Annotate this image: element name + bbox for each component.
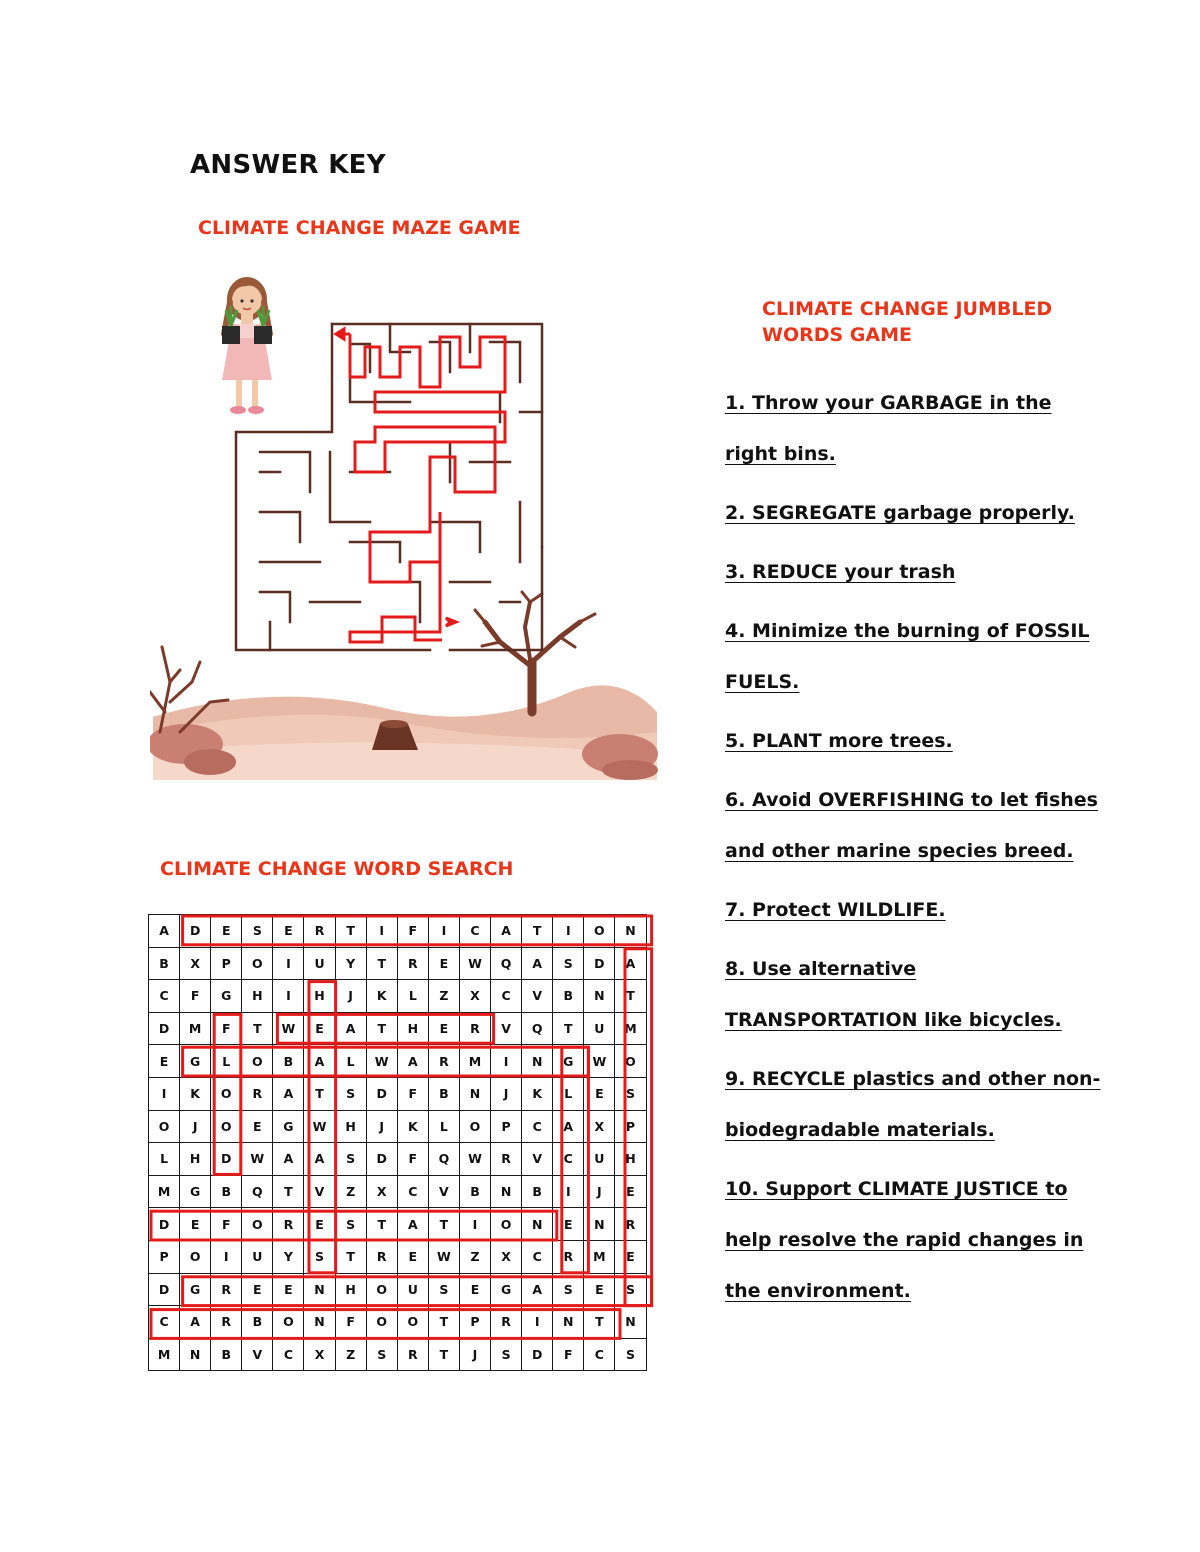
grid-cell: L xyxy=(397,980,428,1013)
grid-cell: E xyxy=(428,1012,459,1045)
grid-row xyxy=(149,1240,647,1273)
grid-cell: A xyxy=(304,1143,335,1176)
grid-cell: P xyxy=(211,947,242,980)
grid-cell: H xyxy=(335,1273,366,1306)
answer-item: 1. Throw your GARBAGE in the right bins. xyxy=(725,392,1052,465)
answer-item: 2. SEGREGATE garbage properly. xyxy=(725,502,1075,524)
grid-cell: D xyxy=(211,1143,242,1176)
grid-cell: O xyxy=(491,1208,522,1241)
answer-item: 5. PLANT more trees. xyxy=(725,730,953,752)
grid-cell: A xyxy=(273,1077,304,1110)
grid-cell: A xyxy=(491,915,522,948)
grid-cell: E xyxy=(428,947,459,980)
grid-cell: U xyxy=(242,1240,273,1273)
grid-cell: J xyxy=(459,1338,490,1371)
grid-cell: C xyxy=(149,1306,180,1339)
grid-cell: B xyxy=(459,1175,490,1208)
grid-cell: O xyxy=(615,1045,646,1078)
grid-cell: D xyxy=(522,1338,553,1371)
grid-cell: D xyxy=(149,1208,180,1241)
grid-cell: S xyxy=(491,1338,522,1371)
grid-cell: C xyxy=(522,1240,553,1273)
grid-cell: W xyxy=(366,1045,397,1078)
grid-cell: T xyxy=(428,1338,459,1371)
grid-cell: T xyxy=(428,1306,459,1339)
grid-cell: I xyxy=(273,980,304,1013)
grid-cell: A xyxy=(304,1045,335,1078)
grid-cell: C xyxy=(491,980,522,1013)
grid-cell: X xyxy=(491,1240,522,1273)
grid-cell: M xyxy=(584,1240,615,1273)
grid-cell: M xyxy=(615,1012,646,1045)
grid-cell: Z xyxy=(428,980,459,1013)
grid-cell: S xyxy=(366,1338,397,1371)
grid-cell: T xyxy=(335,1240,366,1273)
grid-cell: F xyxy=(211,1208,242,1241)
grid-row xyxy=(149,1012,647,1045)
grid-cell: I xyxy=(211,1240,242,1273)
grid-cell: O xyxy=(366,1273,397,1306)
grid-cell: G xyxy=(553,1045,584,1078)
answer-item: 8. Use alternative TRANSPORTATION like bicycles. xyxy=(725,958,1062,1031)
grid-cell: Y xyxy=(335,947,366,980)
grid-cell: I xyxy=(553,1175,584,1208)
grid-cell: W xyxy=(242,1143,273,1176)
grid-cell: C xyxy=(273,1338,304,1371)
grid-cell: G xyxy=(211,980,242,1013)
grid-cell: D xyxy=(149,1273,180,1306)
grid-cell: U xyxy=(397,1273,428,1306)
grid-cell: N xyxy=(584,1208,615,1241)
grid-cell: O xyxy=(149,1110,180,1143)
grid-cell: A xyxy=(522,947,553,980)
grid-cell: L xyxy=(211,1045,242,1078)
grid-cell: I xyxy=(459,1208,490,1241)
grid-cell: C xyxy=(584,1338,615,1371)
grid-cell: T xyxy=(584,1306,615,1339)
grid-cell: R xyxy=(304,915,335,948)
grid-cell: E xyxy=(304,1012,335,1045)
grid-cell: U xyxy=(304,947,335,980)
grid-cell: E xyxy=(273,915,304,948)
grid-cell: I xyxy=(522,1306,553,1339)
answer-item: 4. Minimize the burning of FOSSIL FUELS. xyxy=(725,620,1090,693)
grid-cell: O xyxy=(211,1110,242,1143)
maze-section-title: CLIMATE CHANGE MAZE GAME xyxy=(198,217,521,239)
grid-cell: M xyxy=(149,1338,180,1371)
grid-cell: D xyxy=(180,915,211,948)
grid-cell: N xyxy=(553,1306,584,1339)
grid-cell: B xyxy=(553,980,584,1013)
grid-cell: N xyxy=(304,1306,335,1339)
grid-cell: W xyxy=(584,1045,615,1078)
grid-cell: S xyxy=(553,947,584,980)
grid-cell: R xyxy=(211,1306,242,1339)
grid-cell: D xyxy=(149,1012,180,1045)
grid-cell: O xyxy=(584,915,615,948)
grid-cell: I xyxy=(428,915,459,948)
grid-cell: R xyxy=(273,1208,304,1241)
grid-cell: Z xyxy=(335,1175,366,1208)
grid-cell: F xyxy=(211,1012,242,1045)
grid-cell: S xyxy=(553,1273,584,1306)
answer-item: 6. Avoid OVERFISHING to let fishes and other marine species breed. xyxy=(725,789,1098,862)
grid-cell: D xyxy=(584,947,615,980)
grid-cell: N xyxy=(522,1045,553,1078)
answer-item: 3. REDUCE your trash xyxy=(725,561,956,583)
grid-cell: E xyxy=(615,1175,646,1208)
grid-cell: S xyxy=(304,1240,335,1273)
grid-cell: S xyxy=(615,1338,646,1371)
grid-cell: N xyxy=(459,1077,490,1110)
grid-cell: K xyxy=(522,1077,553,1110)
word-search-section-title: CLIMATE CHANGE WORD SEARCH xyxy=(160,858,514,880)
grid-cell: R xyxy=(491,1306,522,1339)
grid-cell: V xyxy=(428,1175,459,1208)
grid-cell: P xyxy=(149,1240,180,1273)
grid-cell: R xyxy=(242,1077,273,1110)
grid-cell: E xyxy=(459,1273,490,1306)
grid-cell: B xyxy=(428,1077,459,1110)
grid-cell: X xyxy=(459,980,490,1013)
grid-row xyxy=(149,1306,647,1339)
grid-cell: B xyxy=(522,1175,553,1208)
grid-cell: T xyxy=(304,1077,335,1110)
grid-cell: I xyxy=(149,1077,180,1110)
grid-cell: R xyxy=(397,1338,428,1371)
grid-cell: F xyxy=(335,1306,366,1339)
grid-cell: R xyxy=(211,1273,242,1306)
maze-illustration xyxy=(150,262,660,782)
grid-cell: S xyxy=(615,1273,646,1306)
grid-cell: Q xyxy=(522,1012,553,1045)
grid-cell: G xyxy=(180,1175,211,1208)
grid-cell: I xyxy=(553,915,584,948)
grid-cell: R xyxy=(428,1045,459,1078)
grid-cell: Q xyxy=(242,1175,273,1208)
grid-cell: H xyxy=(397,1012,428,1045)
grid-cell: A xyxy=(397,1045,428,1078)
grid-cell: O xyxy=(273,1306,304,1339)
grid-cell: C xyxy=(397,1175,428,1208)
grid-cell: E xyxy=(584,1273,615,1306)
word-search-grid xyxy=(148,914,647,1371)
grid-cell: N xyxy=(522,1208,553,1241)
grid-cell: E xyxy=(553,1208,584,1241)
grid-cell: X xyxy=(584,1110,615,1143)
grid-cell: V xyxy=(522,1143,553,1176)
grid-cell: O xyxy=(180,1240,211,1273)
grid-cell: E xyxy=(242,1273,273,1306)
grid-cell: E xyxy=(180,1208,211,1241)
grid-cell: L xyxy=(335,1045,366,1078)
grid-cell: V xyxy=(242,1338,273,1371)
grid-cell: H xyxy=(615,1143,646,1176)
grid-cell: C xyxy=(149,980,180,1013)
grid-cell: W xyxy=(304,1110,335,1143)
grid-cell: R xyxy=(615,1208,646,1241)
grid-cell: P xyxy=(615,1110,646,1143)
grid-cell: T xyxy=(335,915,366,948)
grid-cell: E xyxy=(304,1208,335,1241)
grid-cell: Q xyxy=(491,947,522,980)
grid-row xyxy=(149,1110,647,1143)
grid-cell: A xyxy=(553,1110,584,1143)
grid-cell: O xyxy=(366,1306,397,1339)
grid-cell: W xyxy=(428,1240,459,1273)
page-title: ANSWER KEY xyxy=(190,150,386,180)
grid-cell: C xyxy=(522,1110,553,1143)
grid-cell: Y xyxy=(273,1240,304,1273)
grid-cell: O xyxy=(242,1208,273,1241)
grid-cell: E xyxy=(149,1045,180,1078)
grid-cell: T xyxy=(366,1012,397,1045)
grid-cell: E xyxy=(615,1240,646,1273)
grid-cell: Z xyxy=(459,1240,490,1273)
grid-cell: T xyxy=(428,1208,459,1241)
grid-cell: O xyxy=(242,1045,273,1078)
grid-cell: E xyxy=(584,1077,615,1110)
grid-cell: E xyxy=(273,1273,304,1306)
grid-cell: H xyxy=(242,980,273,1013)
grid-cell: R xyxy=(397,947,428,980)
grid-cell: O xyxy=(242,947,273,980)
grid-cell: F xyxy=(397,1143,428,1176)
grid-cell: W xyxy=(459,1143,490,1176)
grid-cell: T xyxy=(366,947,397,980)
grid-cell: C xyxy=(459,915,490,948)
grid-cell: D xyxy=(366,1143,397,1176)
grid-cell: J xyxy=(180,1110,211,1143)
grid-cell: A xyxy=(397,1208,428,1241)
grid-cell: V xyxy=(491,1012,522,1045)
grid-row xyxy=(149,1273,647,1306)
grid-cell: T xyxy=(522,915,553,948)
grid-cell: P xyxy=(459,1306,490,1339)
word-search-puzzle xyxy=(148,914,647,1371)
grid-cell: X xyxy=(304,1338,335,1371)
grid-row xyxy=(149,980,647,1013)
grid-cell: T xyxy=(553,1012,584,1045)
grid-cell: E xyxy=(211,915,242,948)
grid-cell: W xyxy=(273,1012,304,1045)
grid-cell: K xyxy=(366,980,397,1013)
grid-cell: S xyxy=(335,1143,366,1176)
grid-cell: P xyxy=(491,1110,522,1143)
grid-cell: G xyxy=(180,1045,211,1078)
answer-item: 7. Protect WILDLIFE. xyxy=(725,899,946,921)
grid-cell: O xyxy=(211,1077,242,1110)
grid-cell: F xyxy=(397,915,428,948)
grid-cell: H xyxy=(180,1143,211,1176)
grid-cell: S xyxy=(335,1077,366,1110)
grid-cell: L xyxy=(428,1110,459,1143)
grid-cell: N xyxy=(615,915,646,948)
answer-item: 9. RECYCLE plastics and other non-biodegradable materials. xyxy=(725,1068,1101,1141)
grid-cell: U xyxy=(584,1143,615,1176)
grid-cell: A xyxy=(615,947,646,980)
grid-cell: S xyxy=(335,1208,366,1241)
grid-cell: S xyxy=(428,1273,459,1306)
grid-cell: J xyxy=(584,1175,615,1208)
grid-cell: M xyxy=(180,1012,211,1045)
grid-cell: T xyxy=(615,980,646,1013)
grid-cell: S xyxy=(242,915,273,948)
grid-cell: T xyxy=(242,1012,273,1045)
grid-cell: X xyxy=(180,947,211,980)
jumbled-answers-list xyxy=(725,378,1105,1325)
grid-cell: A xyxy=(522,1273,553,1306)
grid-cell: E xyxy=(242,1110,273,1143)
grid-row xyxy=(149,1338,647,1371)
grid-cell: R xyxy=(553,1240,584,1273)
grid-cell: N xyxy=(491,1175,522,1208)
grid-cell: B xyxy=(242,1306,273,1339)
grid-cell: O xyxy=(397,1306,428,1339)
grid-cell: F xyxy=(180,980,211,1013)
grid-row xyxy=(149,1077,647,1110)
grid-cell: O xyxy=(459,1110,490,1143)
grid-row xyxy=(149,947,647,980)
grid-cell: T xyxy=(273,1175,304,1208)
grid-cell: L xyxy=(553,1077,584,1110)
grid-cell: K xyxy=(397,1110,428,1143)
grid-cell: Q xyxy=(428,1143,459,1176)
grid-cell: N xyxy=(584,980,615,1013)
grid-cell: S xyxy=(615,1077,646,1110)
grid-cell: H xyxy=(304,980,335,1013)
grid-cell: N xyxy=(180,1338,211,1371)
grid-cell: R xyxy=(491,1143,522,1176)
grid-cell: V xyxy=(522,980,553,1013)
grid-cell: V xyxy=(304,1175,335,1208)
grid-cell: A xyxy=(273,1143,304,1176)
grid-cell: A xyxy=(149,915,180,948)
grid-cell: A xyxy=(335,1012,366,1045)
grid-cell: F xyxy=(397,1077,428,1110)
grid-cell: T xyxy=(366,1208,397,1241)
grid-cell: M xyxy=(149,1175,180,1208)
grid-cell: G xyxy=(273,1110,304,1143)
grid-cell: J xyxy=(366,1110,397,1143)
grid-cell: W xyxy=(459,947,490,980)
grid-cell: B xyxy=(273,1045,304,1078)
grid-cell: B xyxy=(211,1338,242,1371)
grid-cell: I xyxy=(491,1045,522,1078)
grid-cell: J xyxy=(491,1077,522,1110)
grid-cell: J xyxy=(335,980,366,1013)
grid-cell: R xyxy=(366,1240,397,1273)
grid-cell: K xyxy=(180,1077,211,1110)
grid-row xyxy=(149,1045,647,1078)
grid-cell: H xyxy=(335,1110,366,1143)
grid-row xyxy=(149,915,647,948)
grid-cell: I xyxy=(273,947,304,980)
grid-cell: N xyxy=(304,1273,335,1306)
grid-cell: Z xyxy=(335,1338,366,1371)
grid-cell: U xyxy=(584,1012,615,1045)
grid-cell: M xyxy=(459,1045,490,1078)
grid-cell: F xyxy=(553,1338,584,1371)
grid-row xyxy=(149,1175,647,1208)
grid-row xyxy=(149,1208,647,1241)
girl-holding-plants-icon xyxy=(222,277,272,414)
grid-cell: I xyxy=(366,915,397,948)
answer-item: 10. Support CLIMATE JUSTICE to help resolve the rapid changes in the environment. xyxy=(725,1178,1084,1302)
grid-cell: D xyxy=(366,1077,397,1110)
grid-cell: G xyxy=(180,1273,211,1306)
grid-row xyxy=(149,1143,647,1176)
grid-cell: L xyxy=(149,1143,180,1176)
grid-cell: B xyxy=(149,947,180,980)
grid-cell: G xyxy=(491,1273,522,1306)
grid-cell: A xyxy=(180,1306,211,1339)
grid-cell: N xyxy=(615,1306,646,1339)
jumbled-section-title: CLIMATE CHANGE JUMBLED WORDS GAME xyxy=(762,298,1053,346)
grid-cell: X xyxy=(366,1175,397,1208)
grid-cell: C xyxy=(553,1143,584,1176)
grid-cell: E xyxy=(397,1240,428,1273)
grid-cell: B xyxy=(211,1175,242,1208)
grid-cell: R xyxy=(459,1012,490,1045)
